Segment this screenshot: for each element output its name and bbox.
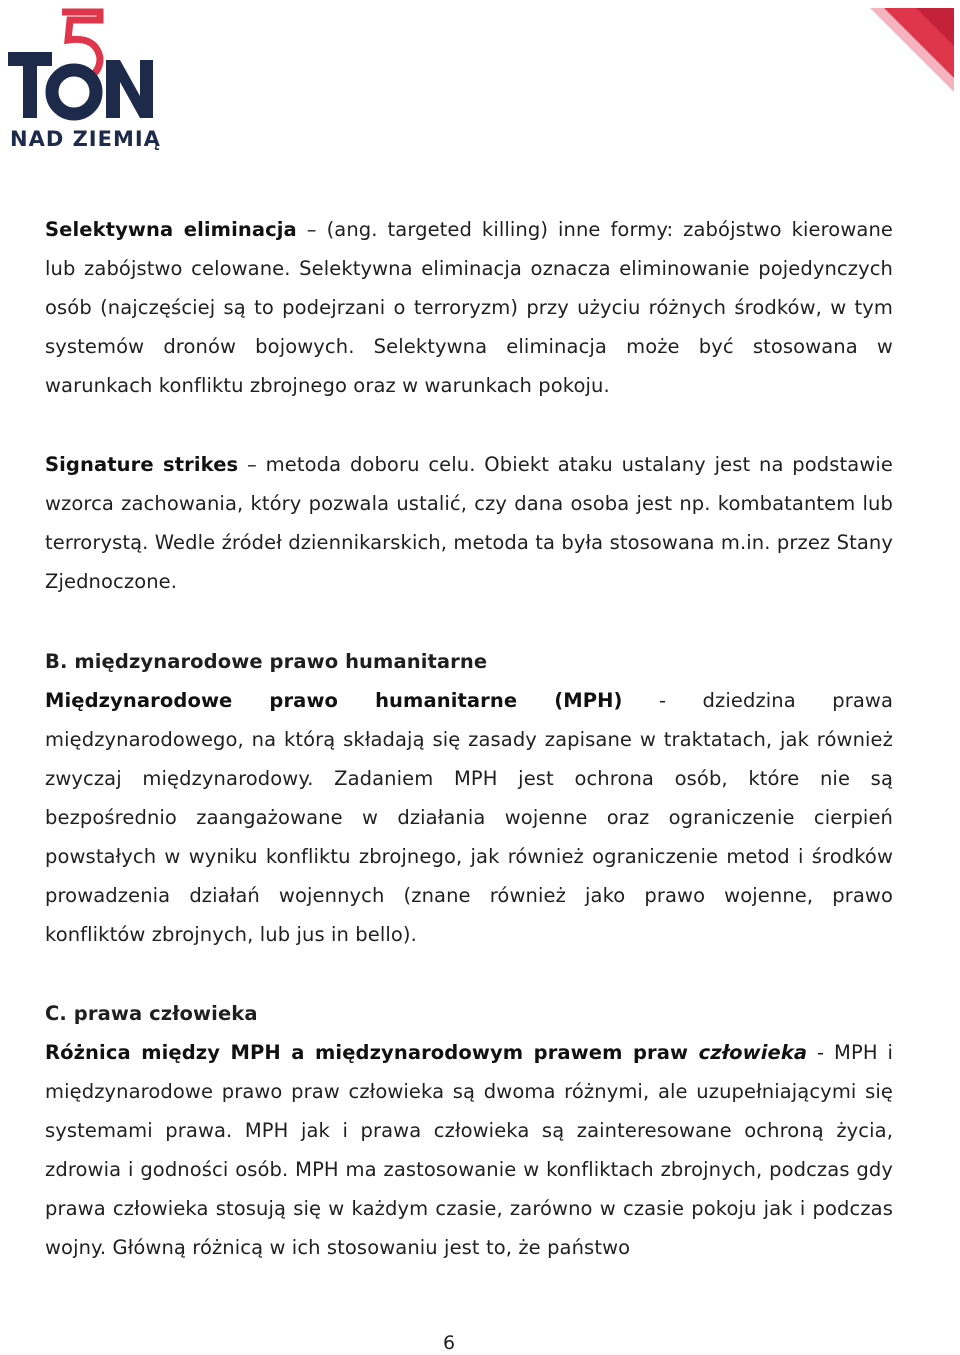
corner-decoration [860, 0, 960, 100]
definition-selective-elimination: (ang. targeted killing) inne formy: zabójstwo kierowane lub zabójstwo celowane. Selektywna eliminacja oznacza eliminowanie pojedynczych osób (najczęściej są to podejrzani o terroryzm) przy użyciu różnych środków, w tym systemów dronów bojowych. Selektywna eliminacja może być stosowana w warunkach konfliktu zbrojnego oraz w warunkach pokoju. [45, 218, 893, 397]
term-human-rights-difference: Różnica między MPH a międzynarodowym prawem praw [45, 1041, 699, 1064]
heading-section-c: C. prawa człowieka [45, 1002, 258, 1025]
paragraph-signature-strikes: Signature strikes – metoda doboru celu. Obiekt ataku ustalany jest na podstawie wzorca zachowania, który pozwala ustalić, czy dana osoba jest np. kombatantem lub terrorystą. Wedle źródeł dziennikarskich, metoda ta była stosowana m.in. przez Stany Zjednoczone. [45, 453, 893, 593]
term-human-rights-italic: człowieka [698, 1041, 808, 1064]
page-number: 6 [442, 1332, 456, 1354]
term-mph: Międzynarodowe prawo humanitarne (MPH) [45, 689, 623, 712]
definition-human-rights: - MPH i międzynarodowe prawo praw człowieka są dwoma różnymi, ale uzupełniającymi się systemami prawa. MPH jak i prawa człowieka są zainteresowane ochroną życia, zdrowia i godności osób. MPH ma zastosowanie w konfliktach zbrojnych, podczas gdy prawa człowieka stosują się w każdym czasie, zarówno w czasie pokoju jak i podczas wojny. Główną różnicą w ich stosowaniu jest to, że państwo [45, 1041, 893, 1259]
paragraph-human-rights [45, 1033, 893, 1267]
svg-text:NAD ZIEMIĄ: NAD ZIEMIĄ [10, 127, 161, 151]
term-selective-elimination: Selektywna eliminacja [45, 218, 297, 241]
paragraph-selective-elimination: Selektywna eliminacja – (ang. targeted killing) inne formy: zabójstwo kierowane lub zabójstwo celowane. Selektywna eliminacja oznacza eliminowanie pojedynczych osób (najczęściej są to podejrzani o terroryzm) przy użyciu różnych środków, w tym systemów dronów bojowych. Selektywna eliminacja może być stosowana w warunkach konfliktu zbrojnego oraz w warunkach pokoju. [45, 218, 893, 397]
definition-mph: - dziedzina prawa międzynarodowego, na którą składają się zasady zapisane w traktatach, jak również zwyczaj międzynarodowy. Zadaniem MPH jest ochrona osób, które nie są bezpośrednio zaangażowane w działania wojenne oraz ograniczenie cierpień powstałych w wyniku konfliktu zbrojnego, jak również ograniczenie metod i środków prowadzenia działań wojennych (znane również jako prawo wojenne, prawo konfliktów zbrojnych, lub jus in bello). [45, 689, 893, 946]
paragraph-mph [45, 681, 893, 954]
heading-section-b: B. międzynarodowe prawo humanitarne [45, 650, 488, 673]
ton-nad-ziemia-logo [0, 0, 170, 160]
term-signature-strikes: Signature strikes [45, 453, 239, 476]
definition-signature-strikes: metoda doboru celu. Obiekt ataku ustalany jest na podstawie wzorca zachowania, który pozwala ustalić, czy dana osoba jest np. kombatantem lub terrorystą. Wedle źródeł dziennikarskich, metoda ta była stosowana m.in. przez Stany Zjednoczone. [45, 453, 893, 593]
